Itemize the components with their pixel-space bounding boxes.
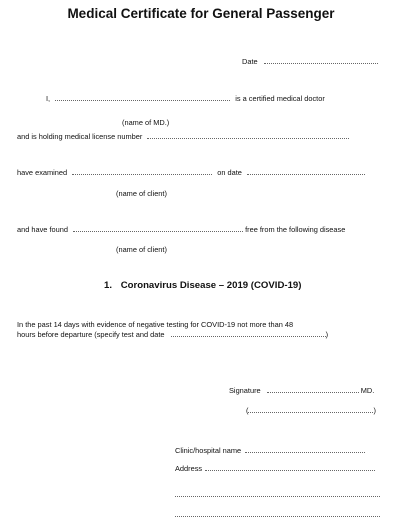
paren-open: ( (246, 406, 249, 415)
testing-line-2 (17, 330, 387, 340)
address-field-2[interactable] (175, 490, 380, 497)
certified-text: is a certified medical doctor (235, 94, 325, 103)
paren-close: ) (373, 406, 376, 415)
free-from-text: free from the following disease (245, 225, 346, 234)
test-spec-field[interactable] (171, 330, 329, 339)
signature-printed-name-field[interactable] (248, 406, 376, 415)
license-label: and is holding medical license number (17, 132, 143, 141)
date-label: Date (242, 57, 258, 66)
signature-field[interactable] (267, 386, 359, 393)
on-date-label: on date (217, 168, 242, 177)
exam-date-field[interactable] (247, 168, 365, 175)
examined-label: have examined (17, 168, 68, 177)
address-label: Address (175, 464, 203, 473)
signature-label: Signature (229, 386, 261, 395)
testing-line-2-text: hours before departure (specify test and date (17, 330, 165, 339)
disease-number: 1. (104, 280, 113, 291)
found-client-field[interactable] (73, 225, 243, 232)
clinic-name-row (175, 446, 365, 455)
name-client-caption-2: (name of client) (116, 245, 167, 254)
clinic-name-label: Clinic/hospital name (175, 446, 242, 455)
name-md-caption: (name of MD.) (122, 118, 170, 127)
doctor-row (46, 94, 325, 103)
address-row (175, 464, 375, 473)
address-line-3 (175, 504, 380, 522)
license-number-field[interactable] (147, 132, 349, 139)
found-row (17, 225, 345, 234)
signature-md-suffix: MD. (360, 386, 375, 395)
examined-row (17, 168, 365, 177)
i-label: I, (46, 94, 51, 103)
clinic-name-field[interactable] (245, 446, 365, 453)
signature-row (229, 386, 374, 395)
found-label: and have found (17, 225, 68, 234)
address-field-1[interactable] (205, 464, 375, 471)
address-field-3[interactable] (175, 510, 380, 517)
disease-heading (104, 280, 301, 291)
testing-line-1: In the past 14 days with evidence of negative testing for COVID-19 not more than 48 (17, 320, 294, 329)
date-field[interactable] (264, 57, 378, 64)
doctor-name-field[interactable] (55, 94, 230, 101)
name-client-caption: (name of client) (116, 189, 167, 198)
license-row (17, 132, 349, 141)
client-name-field[interactable] (72, 168, 212, 175)
address-line-2 (175, 484, 380, 502)
testing-close-paren: ) (325, 330, 329, 339)
signature-name-row (246, 406, 376, 415)
page-title: Medical Certificate for General Passenger (67, 6, 335, 21)
testing-paragraph (17, 320, 387, 340)
disease-name: Coronavirus Disease – 2019 (COVID-19) (120, 280, 302, 291)
date-row (242, 57, 378, 66)
